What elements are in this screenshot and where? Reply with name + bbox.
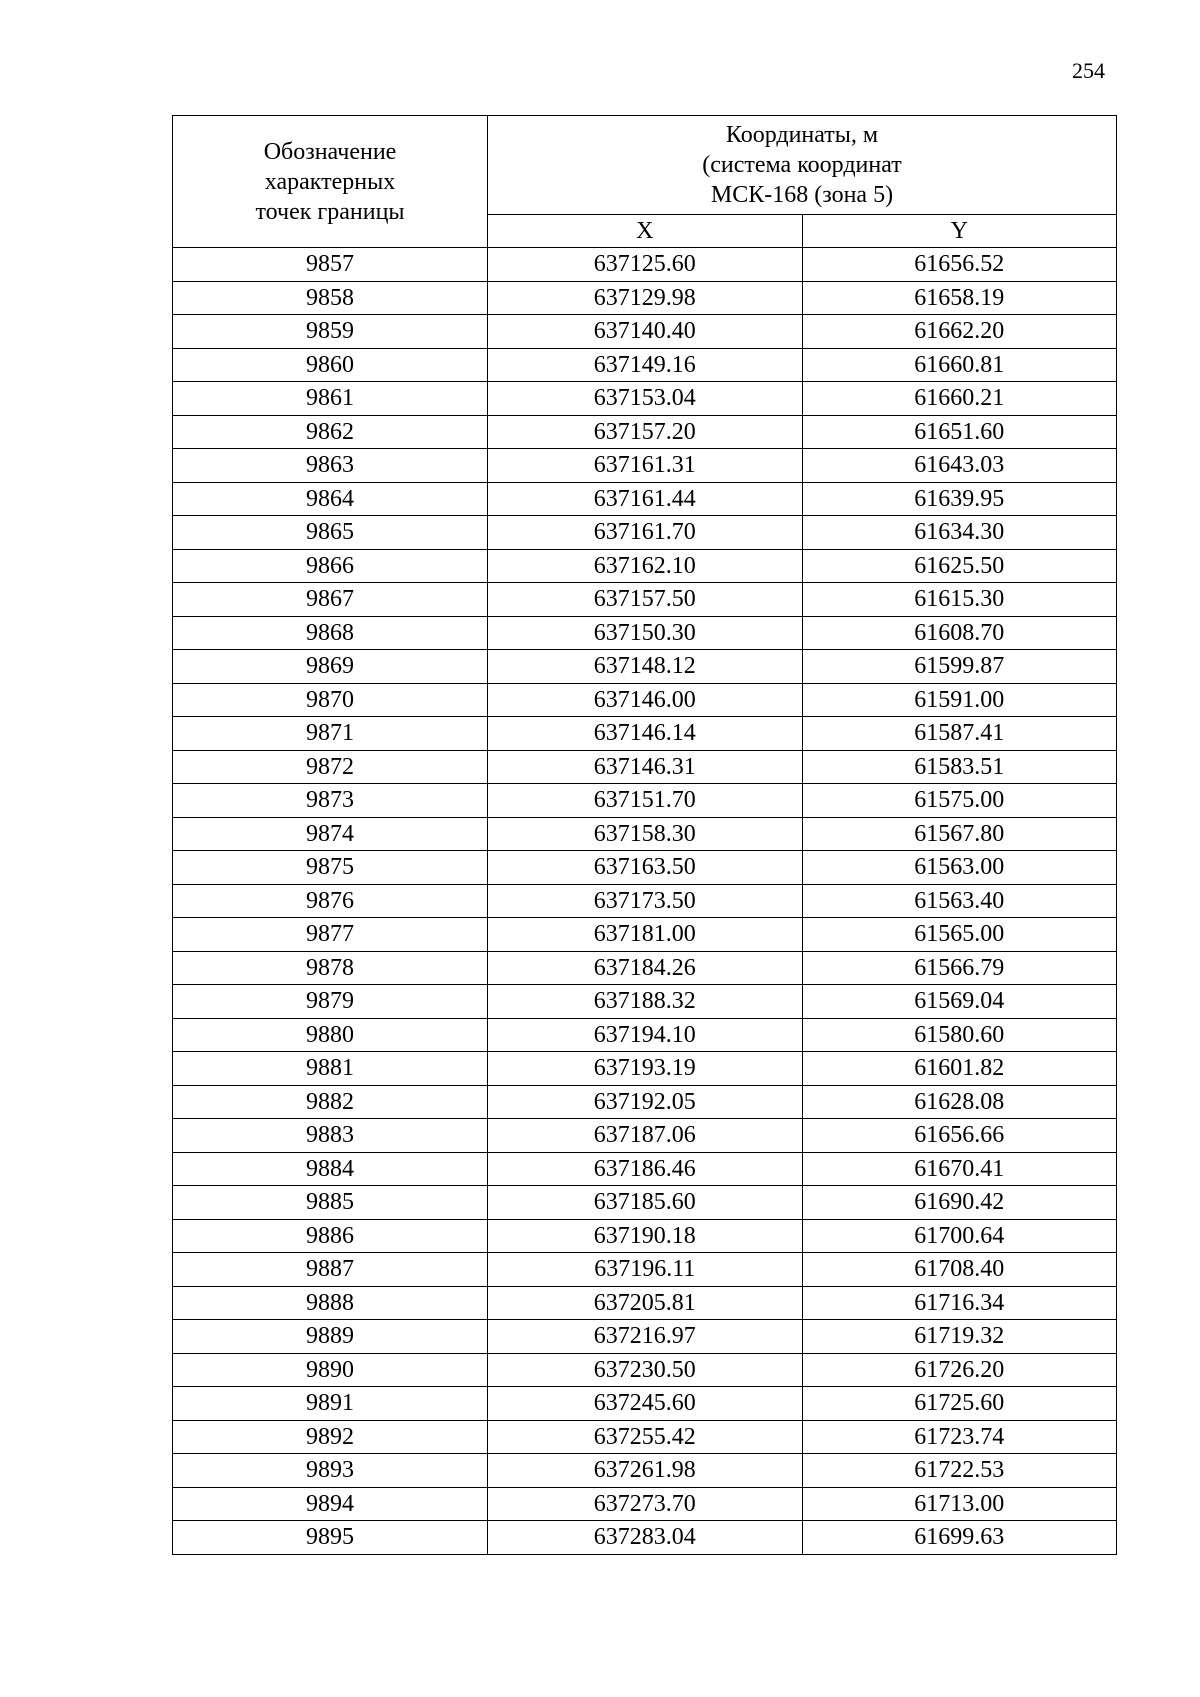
table-row (173, 549, 1117, 583)
y-coordinate-cell: 61583.51 (802, 750, 1117, 784)
x-coordinate-cell: 637245.60 (488, 1387, 803, 1421)
table-row (173, 1286, 1117, 1320)
table-row (173, 750, 1117, 784)
x-coordinate-cell: 637184.26 (488, 951, 803, 985)
point-id-cell: 9862 (173, 415, 488, 449)
x-coordinate-cell: 637146.00 (488, 683, 803, 717)
y-coordinate-cell: 61660.21 (802, 382, 1117, 416)
table-row (173, 918, 1117, 952)
table-row (173, 1152, 1117, 1186)
y-coordinate-cell: 61565.00 (802, 918, 1117, 952)
table-row (173, 1052, 1117, 1086)
y-coordinate-cell: 61634.30 (802, 516, 1117, 550)
x-coordinate-cell: 637185.60 (488, 1186, 803, 1220)
point-id-cell: 9891 (173, 1387, 488, 1421)
x-coordinate-cell: 637273.70 (488, 1487, 803, 1521)
x-coordinate-cell: 637158.30 (488, 817, 803, 851)
y-coordinate-cell: 61643.03 (802, 449, 1117, 483)
x-coordinate-cell: 637150.30 (488, 616, 803, 650)
table-row (173, 683, 1117, 717)
x-coordinate-cell: 637146.31 (488, 750, 803, 784)
header-y: Y (802, 215, 1117, 248)
point-id-cell: 9884 (173, 1152, 488, 1186)
y-coordinate-cell: 61700.64 (802, 1219, 1117, 1253)
y-coordinate-cell: 61625.50 (802, 549, 1117, 583)
table-row (173, 1353, 1117, 1387)
table-row (173, 1320, 1117, 1354)
y-coordinate-cell: 61660.81 (802, 348, 1117, 382)
point-id-cell: 9883 (173, 1119, 488, 1153)
table-row (173, 1387, 1117, 1421)
table-row (173, 851, 1117, 885)
header-line: характерных (264, 168, 396, 195)
table-row (173, 985, 1117, 1019)
y-coordinate-cell: 61662.20 (802, 315, 1117, 349)
point-id-cell: 9887 (173, 1253, 488, 1287)
point-id-cell: 9882 (173, 1085, 488, 1119)
point-id-cell: 9872 (173, 750, 488, 784)
table-row (173, 1487, 1117, 1521)
point-id-cell: 9893 (173, 1454, 488, 1488)
point-id-cell: 9895 (173, 1521, 488, 1555)
x-coordinate-cell: 637161.70 (488, 516, 803, 550)
point-id-cell: 9857 (173, 248, 488, 282)
y-coordinate-cell: 61722.53 (802, 1454, 1117, 1488)
point-id-cell: 9873 (173, 784, 488, 818)
table-header (173, 116, 1117, 248)
point-id-cell: 9881 (173, 1052, 488, 1086)
x-coordinate-cell: 637149.16 (488, 348, 803, 382)
header-line: Обозначение (263, 138, 397, 165)
x-coordinate-cell: 637153.04 (488, 382, 803, 416)
point-id-cell: 9875 (173, 851, 488, 885)
x-coordinate-cell: 637157.20 (488, 415, 803, 449)
table-row (173, 616, 1117, 650)
point-id-cell: 9878 (173, 951, 488, 985)
point-id-cell: 9868 (173, 616, 488, 650)
y-coordinate-cell: 61569.04 (802, 985, 1117, 1019)
table-row (173, 884, 1117, 918)
table-row (173, 1420, 1117, 1454)
x-coordinate-cell: 637193.19 (488, 1052, 803, 1086)
table-row (173, 449, 1117, 483)
y-coordinate-cell: 61639.95 (802, 482, 1117, 516)
point-id-cell: 9866 (173, 549, 488, 583)
point-id-cell: 9880 (173, 1018, 488, 1052)
point-id-cell: 9886 (173, 1219, 488, 1253)
x-coordinate-cell: 637196.11 (488, 1253, 803, 1287)
header-line: точек границы (255, 198, 405, 225)
x-coordinate-cell: 637187.06 (488, 1119, 803, 1153)
y-coordinate-cell: 61601.82 (802, 1052, 1117, 1086)
point-id-cell: 9879 (173, 985, 488, 1019)
header-point-designation (173, 116, 488, 248)
header-line: Координаты, м (725, 122, 879, 148)
x-coordinate-cell: 637255.42 (488, 1420, 803, 1454)
table-row (173, 248, 1117, 282)
y-coordinate-cell: 61708.40 (802, 1253, 1117, 1287)
y-coordinate-cell: 61575.00 (802, 784, 1117, 818)
point-id-cell: 9890 (173, 1353, 488, 1387)
x-coordinate-cell: 637140.40 (488, 315, 803, 349)
table-body (173, 248, 1117, 1555)
page-number: 254 (1072, 58, 1105, 83)
y-coordinate-cell: 61713.00 (802, 1487, 1117, 1521)
table-row (173, 281, 1117, 315)
y-coordinate-cell: 61599.87 (802, 650, 1117, 684)
y-coordinate-cell: 61580.60 (802, 1018, 1117, 1052)
y-coordinate-cell: 61716.34 (802, 1286, 1117, 1320)
header-coordinates (488, 116, 1117, 215)
y-coordinate-cell: 61563.00 (802, 851, 1117, 885)
header-line: МСК-168 (зона 5) (710, 182, 894, 208)
y-coordinate-cell: 61651.60 (802, 415, 1117, 449)
x-coordinate-cell: 637161.31 (488, 449, 803, 483)
y-coordinate-cell: 61656.66 (802, 1119, 1117, 1153)
x-coordinate-cell: 637161.44 (488, 482, 803, 516)
x-coordinate-cell: 637194.10 (488, 1018, 803, 1052)
table-row (173, 1521, 1117, 1555)
point-id-cell: 9859 (173, 315, 488, 349)
x-coordinate-cell: 637186.46 (488, 1152, 803, 1186)
table-row (173, 1085, 1117, 1119)
x-coordinate-cell: 637188.32 (488, 985, 803, 1019)
point-id-cell: 9885 (173, 1186, 488, 1220)
x-coordinate-cell: 637261.98 (488, 1454, 803, 1488)
y-coordinate-cell: 61656.52 (802, 248, 1117, 282)
point-id-cell: 9889 (173, 1320, 488, 1354)
coordinates-table (172, 115, 1117, 1555)
point-id-cell: 9874 (173, 817, 488, 851)
x-coordinate-cell: 637181.00 (488, 918, 803, 952)
y-coordinate-cell: 61670.41 (802, 1152, 1117, 1186)
header-line: (система координат (702, 152, 902, 178)
y-coordinate-cell: 61567.80 (802, 817, 1117, 851)
point-id-cell: 9892 (173, 1420, 488, 1454)
x-coordinate-cell: 637148.12 (488, 650, 803, 684)
x-coordinate-cell: 637230.50 (488, 1353, 803, 1387)
y-coordinate-cell: 61699.63 (802, 1521, 1117, 1555)
table-row (173, 650, 1117, 684)
table-row (173, 516, 1117, 550)
table-row (173, 348, 1117, 382)
point-id-cell: 9867 (173, 583, 488, 617)
y-coordinate-cell: 61615.30 (802, 583, 1117, 617)
table-row (173, 583, 1117, 617)
point-id-cell: 9894 (173, 1487, 488, 1521)
x-coordinate-cell: 637173.50 (488, 884, 803, 918)
point-id-cell: 9870 (173, 683, 488, 717)
table-row (173, 315, 1117, 349)
y-coordinate-cell: 61658.19 (802, 281, 1117, 315)
y-coordinate-cell: 61726.20 (802, 1353, 1117, 1387)
point-id-cell: 9865 (173, 516, 488, 550)
point-id-cell: 9876 (173, 884, 488, 918)
point-id-cell: 9863 (173, 449, 488, 483)
y-coordinate-cell: 61719.32 (802, 1320, 1117, 1354)
x-coordinate-cell: 637190.18 (488, 1219, 803, 1253)
table-row (173, 817, 1117, 851)
y-coordinate-cell: 61628.08 (802, 1085, 1117, 1119)
table-row (173, 717, 1117, 751)
point-id-cell: 9860 (173, 348, 488, 382)
table-row (173, 1253, 1117, 1287)
y-coordinate-cell: 61587.41 (802, 717, 1117, 751)
x-coordinate-cell: 637163.50 (488, 851, 803, 885)
x-coordinate-cell: 637125.60 (488, 248, 803, 282)
header-x: X (488, 215, 803, 248)
x-coordinate-cell: 637216.97 (488, 1320, 803, 1354)
point-id-cell: 9858 (173, 281, 488, 315)
y-coordinate-cell: 61591.00 (802, 683, 1117, 717)
table-row (173, 1119, 1117, 1153)
x-coordinate-cell: 637157.50 (488, 583, 803, 617)
point-id-cell: 9861 (173, 382, 488, 416)
table-row (173, 1186, 1117, 1220)
x-coordinate-cell: 637283.04 (488, 1521, 803, 1555)
y-coordinate-cell: 61723.74 (802, 1420, 1117, 1454)
point-id-cell: 9871 (173, 717, 488, 751)
point-id-cell: 9869 (173, 650, 488, 684)
x-coordinate-cell: 637205.81 (488, 1286, 803, 1320)
y-coordinate-cell: 61566.79 (802, 951, 1117, 985)
x-coordinate-cell: 637129.98 (488, 281, 803, 315)
table-row (173, 482, 1117, 516)
table-row (173, 415, 1117, 449)
x-coordinate-cell: 637151.70 (488, 784, 803, 818)
x-coordinate-cell: 637146.14 (488, 717, 803, 751)
y-coordinate-cell: 61725.60 (802, 1387, 1117, 1421)
point-id-cell: 9864 (173, 482, 488, 516)
table-row (173, 382, 1117, 416)
x-coordinate-cell: 637162.10 (488, 549, 803, 583)
x-coordinate-cell: 637192.05 (488, 1085, 803, 1119)
y-coordinate-cell: 61690.42 (802, 1186, 1117, 1220)
table-row (173, 1018, 1117, 1052)
table-row (173, 1219, 1117, 1253)
table-row (173, 951, 1117, 985)
table-row (173, 784, 1117, 818)
table-row (173, 1454, 1117, 1488)
y-coordinate-cell: 61608.70 (802, 616, 1117, 650)
point-id-cell: 9888 (173, 1286, 488, 1320)
y-coordinate-cell: 61563.40 (802, 884, 1117, 918)
point-id-cell: 9877 (173, 918, 488, 952)
